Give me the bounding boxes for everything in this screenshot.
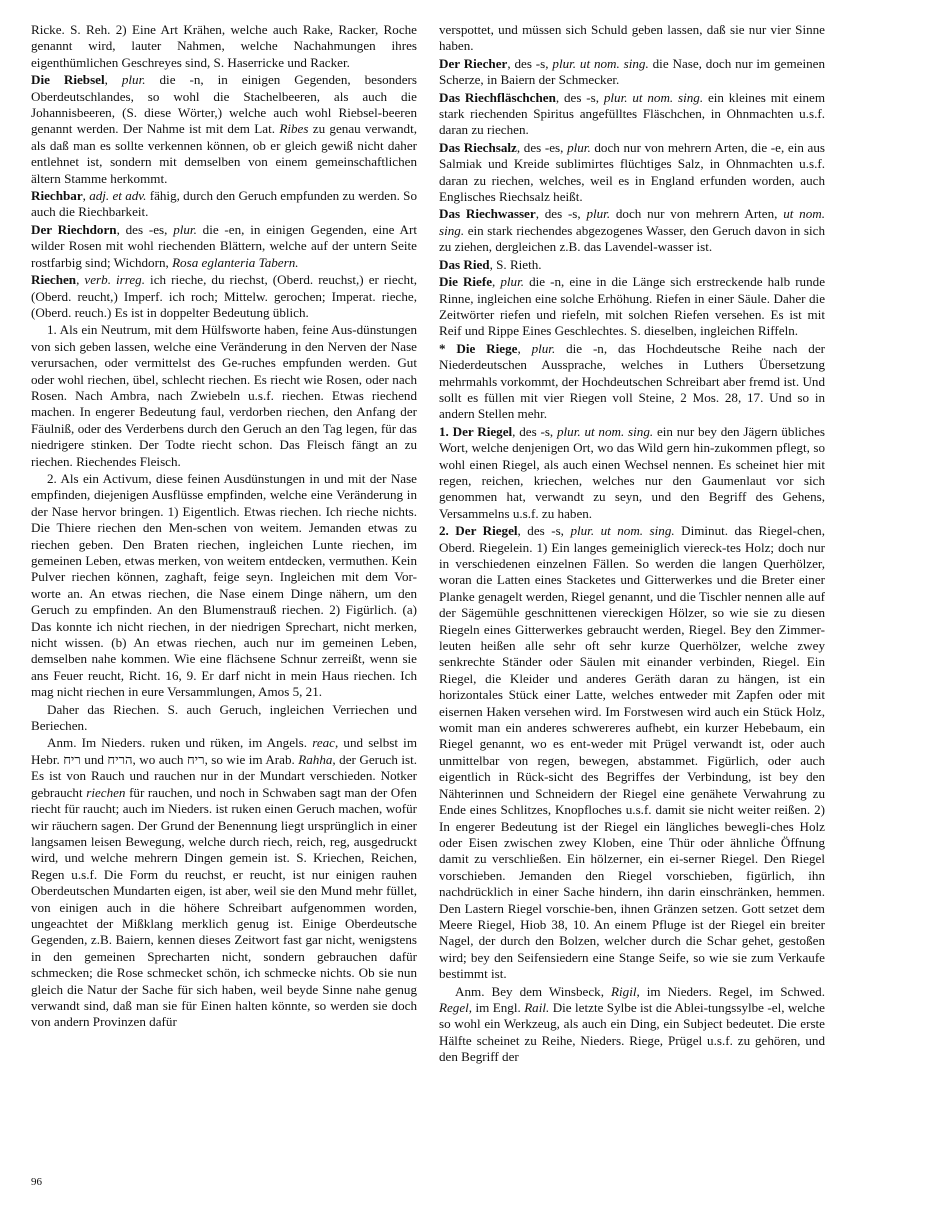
dictionary-entry: Ricke. S. Reh. 2) Eine Art Krähen, welche auch Rake, Racker, Roche genannt wird, lauter Nahmen, welche Nachahmungen ihres eigenthümlichen Geschreyes sind, S. Haserricke und Racker.: [31, 22, 417, 70]
right-column: [439, 22, 825, 1066]
dictionary-entry: Das Ried, S. Rieth.: [439, 256, 542, 272]
dictionary-entry: Der Riechdorn, des -es, plur. die -en, in einigen Gegenden, eine Art wilder Rosen mit wohl riechenden Blättern, welche auf der untern Seite rostfarbig sind; Wichdorn, Rosa eglanteria Tabern.: [31, 221, 417, 270]
dictionary-entry: Das Riechsalz, des -es, plur. doch nur von mehrern Arten, die -e, ein aus Salmiak und Kreide sublimirtes flüchtiges Salz, in Ohnmachten u.s.f. daran zu riechen, welches, weil es in England erfunden worden, auch Englisches Riechsalz heißt.: [439, 139, 825, 205]
dictionary-entry: Anm. Im Nieders. ruken und rüken, im Angels. reac, und selbst im Hebr. ריח und הריח, wo auch ריח, so wie im Arab. Rahha, der Geruch ist. Es ist von Rauch und rauchen nur in der Mundart verschieden. Notker gebraucht riechen für rauchen, und noch in Schwaben sagt man der Ofen riecht für raucht; auch im Nieders. ist ruken einen Geruch machen, wofür wir räuchern sagen. Der Grund der Benennung liegt ursprünglich in einer langsamen leisen Bewegung, welche durch riech, reich, reg, ausgedruckt wird, und welche mehrern Dingen gemein ist. S. Kriechen, Reichen, Regen u.s.f. Die Form du reuchst, er reucht, ist nur einigen rauhen Oberdeutschen Mundarten eigen, ist aber, weil sie den Mund mehr füllet, von einigen auch in die höhere Schreibart aufgenommen worden, ungeachtet der Mißklang merklich genug ist. Einige Oberdeutsche Gegenden, z.B. Baiern, kennen dieses Zeitwort fast gar nicht, wenigstens in den gemeinen Sprecharten nicht, sondern gebrauchen dafür schmecken; die Rose schmecket schön, ich schmecke nichts. Ob sie nun gleich die Natur der Sache für sich haben, weil beyde Sinne nahe genug verwandt sind, daß man sie für Einen halten könnte, so werden sie doch von andern Provinzen dafür: [31, 735, 418, 1030]
dictionary-entry: 2. Als ein Activum, diese feinen Ausdünstungen in und mit der Nase empfinden, diejenigen Ausflüsse empfinden, welche eine Veränderung in der Nase hervor bringen. 1) Eigentlich. Etwas riechen. Ich rieche nichts. Die Thiere riechen den Men-schen von weitem. Jemanden etwas zu riechen geben. Den Braten riechen, ingleichen Lunte riechen, im gemeinen Leben, etwas merken, von weitem entdecken, vermuthen. Kein Pulver riechen können, zaghaft, feige seyn. Ingleichen mit dem Vor-worte an. An etwas riechen, die Nase einem Dinge nähern, um den Geruch zu empfinden. An den Blumenstrauß riechen. 2) Figürlich. (a) Das konnte ich nicht riechen, in der niedrigen Sprechart, nicht merken, nicht wissen. (b) An etwas riechen, auch nur im gemeinen Leben, demselben nahe kommen. Wie eine flächsene Schnur zerreißt, wenn sie ans Feuer reucht, Richt. 16, 9. Er darf nicht in mein Haus riechen. Ich mag nicht riechen in eure Versammlungen, Amos 5, 21.: [31, 470, 417, 700]
dictionary-entry: Riechen, verb. irreg. ich rieche, du riechst, (Oberd. reuchst,) er riecht, (Oberd. reucht,) Imperf. ich roch; Mittelw. gerochen; Imperat. rieche, (Oberd. reuch.) Es ist in doppelter Bedeutung üblich.: [31, 272, 417, 320]
dictionary-entry: Die Riebsel, plur. die -n, in einigen Gegenden, besonders Oberdeutschlandes, so wohl die Stachelbeeren, als auch die Johannisbeeren, (S. diese Wörter,) welche auch wohl Riebsel-beeren genannt werden. Der Nahme ist mit dem Lat. Ribes zu genau verwandt, als daß man es sollte verkennen können, ob er gleich gewiß nicht daher entlehnet ist, sondern mit demselben von einem gemeinschaftlichen ältern Stamme herkommt.: [31, 72, 418, 186]
left-column: [31, 22, 417, 1031]
dictionary-entry: Das Riechwasser, des -s, plur. doch nur von mehrern Arten, ut nom. sing. ein stark riechendes abgezogenes Wasser, den Geruch davon in sich zu ziehen, dergleichen z.B. das Lavendel-wasser ist.: [439, 206, 825, 255]
dictionary-entry: 2. Der Riegel, des -s, plur. ut nom. sing. Diminut. das Riegel-chen, Oberd. Riegelein. 1) Ein langes gemeiniglich viereck-tes Holz; doch nur in verschiedenen einzelnen Fällen. So werden die langen Querhölzer, woran die Latten eines Stacketes und Gitterwerkes und die Breter einer Planke genagelt werden, Riegel genannt, und die Tischler nennen alle auf der Sägemühle geschnittenen viereckigen Hölzer, so wie sie zu diesen Riegeln eines Gitterwerkes gebraucht werden, Riegel. Bey den Zimmer-leuten heißen alle sehr oft sehr kurze Querhölzer, welche zwey senkrechte Ständer oder Säulen mit einander verbinden, Riegel. Ein Riegel, die Kleider und anderes Geräth daran zu hängen, ist ein horizontales Stück einer Latte, welches entweder mit Zapfen oder mit eisernen Haken versehen wird. Im Forstwesen wird auch ein Stück Holz, womit man ein anderes schwereres aufhebt, ein kurzer Hebebaum, ein Riegel genannt, wo es ent-weder mit Prügel verwandt ist, oder auch unmittelbar von regen, bewegen, abstammet. Figürlich, oder auch eigentlich in Rück-sicht des Begriffes der Verbindung, ist bey den Nähterinnen und Schneidern der Riegel eine genähete Verwahrung zu Ende eines Schlitzes, Knopfloches u.s.f. damit sie nicht weiter reißen. 2) In engerer Bedeutung ist der Riegel ein längliches bewegli-ches Holz oder Eisen zwischen zwey Kloben, eine Thür oder ähnliche Öffnung damit zu verschließen. Ein hölzerner, ein ei-serner Riegel. Den Riegel vorschieben. Jemanden den Riegel vorschieben, figürlich, ihn nachdrücklich in einer Sache hindern, ihn darin einschränken, hemmen. Den Lastern Riegel vorschie-ben, ihnen Gränzen setzen. Gott setzet dem Meere Riegel, Hiob 38, 10. An einem Pfluge ist der Riegel ein breiter Nagel, der durch den Bolzen, welcher durch die Schar gehet, gestoßen wird; bey den Seifensiedern eine Stange Seife, so wie sie zum Verkaufe bestimmt ist.: [439, 523, 825, 982]
dictionary-entry: Die Riefe, plur. die -n, eine in die Länge sich erstreckende halb runde Rinne, ingleichen eine solche Erhöhung. Riefen in einer Säule. Daher die Zeitwörter riefen und riefeln, mit solchen Riefen versehen. Es ist mit Reif und Rippe Eines Geschlechtes. S. dieselben, ingleichen Riffeln.: [439, 274, 826, 339]
dictionary-entry: verspottet, und müssen sich Schuld geben lassen, daß sie nur vier Sinne haben.: [439, 22, 825, 54]
dictionary-entry: Das Riechfläschchen, des -s, plur. ut nom. sing. ein kleines mit einem stark riechenden Spiritus angefülltes Fläschchen, in Ohnmachten u.s.f. daran zu riechen.: [439, 89, 826, 138]
dictionary-entry: 1. Der Riegel, des -s, plur. ut nom. sing. ein nur bey den Jägern übliches Wort, welche denjenigen Ort, wo das Wild gern hin-zukommen pflegt, so wohl einen Riegel, als auch einen Wechsel nennen. Es scheinet hier mit regen, reichen, kriechen, welches nur den Gaumenlaut vor sich genommen hat, verwandt zu seyn, und den Begriff des Gehens, Versammelns u.s.f. zu haben.: [439, 423, 825, 521]
dictionary-entry: * Die Riege, plur. die -n, das Hochdeutsche Reihe nach der Niederdeutschen Aussprache, welches in Luthers Übersetzung mehrmahls vorkommt, der Hochdeutschen Schreibart aber fremd ist. Und sollt es füllen mit vier Riegen voll Steine, 2 Mos. 28, 17. Und so in andern Stellen mehr.: [439, 340, 826, 422]
dictionary-entry: Riechbar, adj. et adv. fähig, durch den Geruch empfunden zu werden. So auch die Riechbarkeit.: [31, 188, 418, 220]
dictionary-entry: Daher das Riechen. S. auch Geruch, ingleichen Verriechen und Beriechen.: [31, 701, 417, 734]
page-number: 96: [31, 1176, 42, 1188]
dictionary-entry: 1. Als ein Neutrum, mit dem Hülfsworte haben, feine Aus-dünstungen von sich geben lassen, welche eine Veränderung in den Nerven der Nase verursachen, oder vermittelst des Ge-ruches empfunden werden. Gut oder wohl riechen, übel, schlecht riechen. Es riecht wie Rosen, oder nach Rosen. Nach Ambra, nach Zwiebeln u.s.f. riechen. Etwas riechend machen. In engerer Bedeutung faul, verdorben riechen, den Anfang der Fäulniß, oder des Verderbens durch den Geruch an den Tag legen, für das niedrigere stinken. Der Todte riecht schon. Das Fleisch fängt an zu riechen. Riechendes Fleisch.: [31, 322, 417, 469]
dictionary-entry: Der Riecher, des -s, plur. ut nom. sing. die Nase, doch nur im gemeinen Scherze, in Baiern der Schmecker.: [439, 55, 826, 88]
dictionary-entry: Anm. Bey dem Winsbeck, Rigil, im Nieders. Regel, im Schwed. Regel, im Engl. Rail. Die letzte Sylbe ist die Ablei-tungssylbe -el, welche so wohl ein Werkzeug, als auch ein Ding, ein Subject bedeutet. Die erste Hälfte scheinet zu Reihe, Nieders. Riege, Prügel u.s.f. zu gehören, und den Begriff der: [439, 983, 825, 1065]
